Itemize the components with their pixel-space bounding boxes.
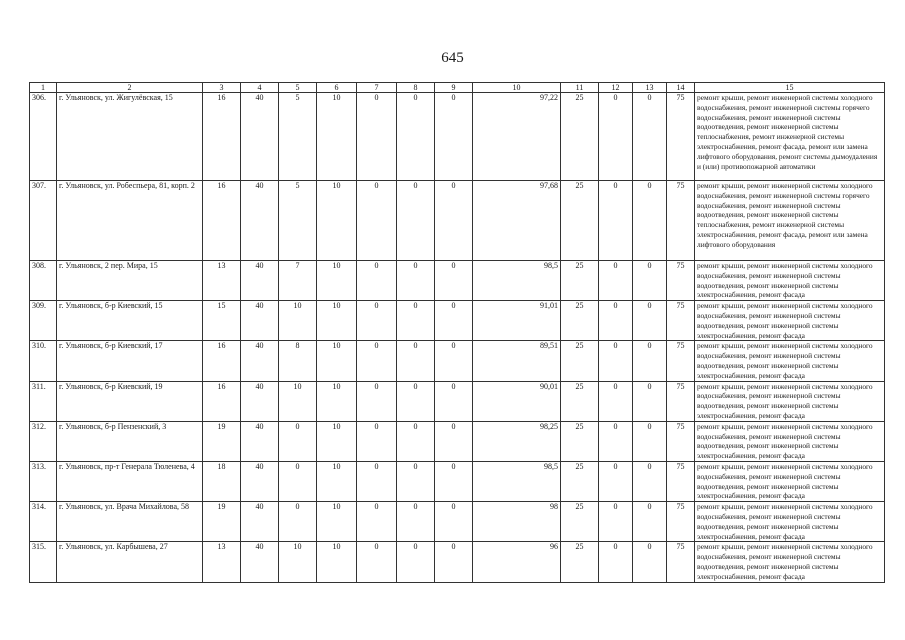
table-row [30,301,885,341]
column-header-15: 15 [695,83,885,93]
cell-c4: 40 [241,542,279,582]
column-header-6: 6 [317,83,357,93]
row-number: 314. [30,502,57,542]
cell-c14: 75 [667,421,695,461]
row-number: 307. [30,181,57,261]
cell-c11: 25 [561,502,599,542]
cell-c5: 5 [279,93,317,181]
cell-c12: 0 [599,181,633,261]
cell-c12: 0 [599,341,633,381]
cell-c3: 16 [203,93,241,181]
cell-c7: 0 [357,461,397,501]
cell-c12: 0 [599,421,633,461]
cell-c3: 19 [203,502,241,542]
cell-c6: 10 [317,181,357,261]
column-header-4: 4 [241,83,279,93]
cell-c13: 0 [633,421,667,461]
cell-c3: 15 [203,301,241,341]
cell-c12: 0 [599,542,633,582]
cell-c4: 40 [241,301,279,341]
cell-c5: 0 [279,421,317,461]
row-number: 312. [30,421,57,461]
cell-c6: 10 [317,542,357,582]
cell-c12: 0 [599,461,633,501]
cell-c14: 75 [667,261,695,301]
cell-c13: 0 [633,341,667,381]
cell-c13: 0 [633,461,667,501]
cell-c11: 25 [561,341,599,381]
column-header-3: 3 [203,83,241,93]
cell-c14: 75 [667,181,695,261]
table-row [30,261,885,301]
cell-c9: 0 [435,461,473,501]
cell-c8: 0 [397,421,435,461]
cell-c10: 98,25 [473,421,561,461]
works-cell: ремонт крыши, ремонт инженерной системы холодного водоснабжения, ремонт инженерной системы горячего водоснабжения, ремонт инженерной системы водоотведения, ремонт инженерной системы теплоснабжения, ремонт инженерной системы электроснабжения, ремонт фасада, ремонт или замена лифтового оборудования [695,181,885,261]
cell-c6: 10 [317,502,357,542]
table-row [30,341,885,381]
table-row [30,421,885,461]
address-cell: г. Ульяновск, б-р Киевский, 17 [57,341,203,381]
cell-c6: 10 [317,381,357,421]
cell-c8: 0 [397,502,435,542]
works-cell: ремонт крыши, ремонт инженерной системы холодного водоснабжения, ремонт инженерной системы водоотведения, ремонт инженерной системы электроснабжения, ремонт фасада [695,301,885,341]
cell-c9: 0 [435,421,473,461]
cell-c5: 0 [279,502,317,542]
cell-c8: 0 [397,461,435,501]
cell-c5: 5 [279,181,317,261]
works-cell: ремонт крыши, ремонт инженерной системы холодного водоснабжения, ремонт инженерной системы водоотведения, ремонт инженерной системы электроснабжения, ремонт фасада [695,261,885,301]
cell-c5: 8 [279,341,317,381]
cell-c3: 18 [203,461,241,501]
cell-c9: 0 [435,502,473,542]
cell-c10: 98,5 [473,461,561,501]
cell-c5: 7 [279,261,317,301]
cell-c9: 0 [435,542,473,582]
cell-c13: 0 [633,181,667,261]
table-row [30,181,885,261]
column-header-14: 14 [667,83,695,93]
column-header-5: 5 [279,83,317,93]
cell-c8: 0 [397,381,435,421]
table-row [30,381,885,421]
cell-c7: 0 [357,181,397,261]
cell-c8: 0 [397,542,435,582]
cell-c11: 25 [561,421,599,461]
cell-c8: 0 [397,341,435,381]
cell-c10: 97,22 [473,93,561,181]
row-number: 310. [30,341,57,381]
cell-c3: 16 [203,341,241,381]
cell-c3: 19 [203,421,241,461]
works-cell: ремонт крыши, ремонт инженерной системы холодного водоснабжения, ремонт инженерной системы водоотведения, ремонт инженерной системы электроснабжения, ремонт фасада [695,381,885,421]
cell-c4: 40 [241,341,279,381]
row-number: 309. [30,301,57,341]
cell-c12: 0 [599,381,633,421]
cell-c5: 10 [279,381,317,421]
cell-c3: 13 [203,261,241,301]
cell-c6: 10 [317,341,357,381]
address-cell: г. Ульяновск, б-р Киевский, 19 [57,381,203,421]
column-header-2: 2 [57,83,203,93]
column-header-10: 10 [473,83,561,93]
works-cell: ремонт крыши, ремонт инженерной системы холодного водоснабжения, ремонт инженерной системы водоотведения, ремонт инженерной системы электроснабжения, ремонт фасада [695,341,885,381]
cell-c7: 0 [357,93,397,181]
cell-c7: 0 [357,261,397,301]
cell-c9: 0 [435,93,473,181]
cell-c3: 16 [203,181,241,261]
cell-c6: 10 [317,421,357,461]
cell-c11: 25 [561,542,599,582]
cell-c6: 10 [317,261,357,301]
column-header-9: 9 [435,83,473,93]
cell-c13: 0 [633,301,667,341]
works-cell: ремонт крыши, ремонт инженерной системы холодного водоснабжения, ремонт инженерной системы горячего водоснабжения, ремонт инженерной системы водоотведения, ремонт инженерной системы теплоснабжения, ремонт инженерной системы электроснабжения, ремонт фасада, ремонт или замена лифтового оборудования, ремонт системы дымоудаления и (или) противопожарной автоматики [695,93,885,181]
cell-c13: 0 [633,502,667,542]
cell-c4: 40 [241,261,279,301]
table-row [30,502,885,542]
cell-c14: 75 [667,301,695,341]
cell-c13: 0 [633,261,667,301]
cell-c14: 75 [667,542,695,582]
cell-c11: 25 [561,381,599,421]
cell-c4: 40 [241,421,279,461]
column-header-7: 7 [357,83,397,93]
cell-c6: 10 [317,461,357,501]
cell-c13: 0 [633,542,667,582]
works-cell: ремонт крыши, ремонт инженерной системы холодного водоснабжения, ремонт инженерной системы водоотведения, ремонт инженерной системы электроснабжения, ремонт фасада [695,421,885,461]
cell-c11: 25 [561,93,599,181]
cell-c10: 98,5 [473,261,561,301]
cell-c13: 0 [633,381,667,421]
cell-c9: 0 [435,181,473,261]
cell-c3: 16 [203,381,241,421]
cell-c14: 75 [667,93,695,181]
cell-c7: 0 [357,301,397,341]
address-cell: г. Ульяновск, пр-т Генерала Тюленева, 4 [57,461,203,501]
cell-c7: 0 [357,421,397,461]
cell-c4: 40 [241,93,279,181]
cell-c7: 0 [357,381,397,421]
address-cell: г. Ульяновск, б-р Пензенский, 3 [57,421,203,461]
row-number: 313. [30,461,57,501]
column-header-1: 1 [30,83,57,93]
cell-c9: 0 [435,261,473,301]
cell-c10: 91,01 [473,301,561,341]
table-row [30,93,885,181]
cell-c6: 10 [317,301,357,341]
address-cell: г. Ульяновск, 2 пер. Мира, 15 [57,261,203,301]
cell-c4: 40 [241,381,279,421]
cell-c10: 96 [473,542,561,582]
cell-c14: 75 [667,461,695,501]
works-cell: ремонт крыши, ремонт инженерной системы холодного водоснабжения, ремонт инженерной системы водоотведения, ремонт инженерной системы электроснабжения, ремонт фасада [695,542,885,582]
works-cell: ремонт крыши, ремонт инженерной системы холодного водоснабжения, ремонт инженерной системы водоотведения, ремонт инженерной системы электроснабжения, ремонт фасада [695,461,885,501]
cell-c5: 10 [279,542,317,582]
cell-c6: 10 [317,93,357,181]
cell-c10: 98 [473,502,561,542]
cell-c7: 0 [357,502,397,542]
cell-c14: 75 [667,381,695,421]
cell-c10: 97,68 [473,181,561,261]
registry-table [29,82,885,583]
cell-c8: 0 [397,301,435,341]
cell-c8: 0 [397,93,435,181]
address-cell: г. Ульяновск, ул. Робеспьера, 81, корп. 2 [57,181,203,261]
column-header-11: 11 [561,83,599,93]
column-header-13: 13 [633,83,667,93]
cell-c12: 0 [599,93,633,181]
page-number: 645 [441,50,464,66]
cell-c13: 0 [633,93,667,181]
cell-c7: 0 [357,341,397,381]
table-row [30,461,885,501]
column-number-row [30,83,885,93]
cell-c14: 75 [667,341,695,381]
row-number: 315. [30,542,57,582]
cell-c14: 75 [667,502,695,542]
cell-c5: 10 [279,301,317,341]
row-number: 308. [30,261,57,301]
row-number: 306. [30,93,57,181]
column-header-8: 8 [397,83,435,93]
cell-c12: 0 [599,261,633,301]
cell-c10: 90,01 [473,381,561,421]
row-number: 311. [30,381,57,421]
cell-c10: 89,51 [473,341,561,381]
table-row [30,542,885,582]
cell-c3: 13 [203,542,241,582]
cell-c11: 25 [561,181,599,261]
address-cell: г. Ульяновск, б-р Киевский, 15 [57,301,203,341]
cell-c8: 0 [397,261,435,301]
cell-c12: 0 [599,502,633,542]
cell-c7: 0 [357,542,397,582]
cell-c4: 40 [241,502,279,542]
cell-c4: 40 [241,461,279,501]
cell-c11: 25 [561,461,599,501]
cell-c5: 0 [279,461,317,501]
works-cell: ремонт крыши, ремонт инженерной системы холодного водоснабжения, ремонт инженерной системы водоотведения, ремонт инженерной системы электроснабжения, ремонт фасада [695,502,885,542]
cell-c12: 0 [599,301,633,341]
address-cell: г. Ульяновск, ул. Жигулёвская, 15 [57,93,203,181]
cell-c9: 0 [435,381,473,421]
cell-c11: 25 [561,261,599,301]
address-cell: г. Ульяновск, ул. Карбышева, 27 [57,542,203,582]
cell-c11: 25 [561,301,599,341]
cell-c9: 0 [435,301,473,341]
cell-c4: 40 [241,181,279,261]
cell-c8: 0 [397,181,435,261]
cell-c9: 0 [435,341,473,381]
address-cell: г. Ульяновск, ул. Врача Михайлова, 58 [57,502,203,542]
column-header-12: 12 [599,83,633,93]
